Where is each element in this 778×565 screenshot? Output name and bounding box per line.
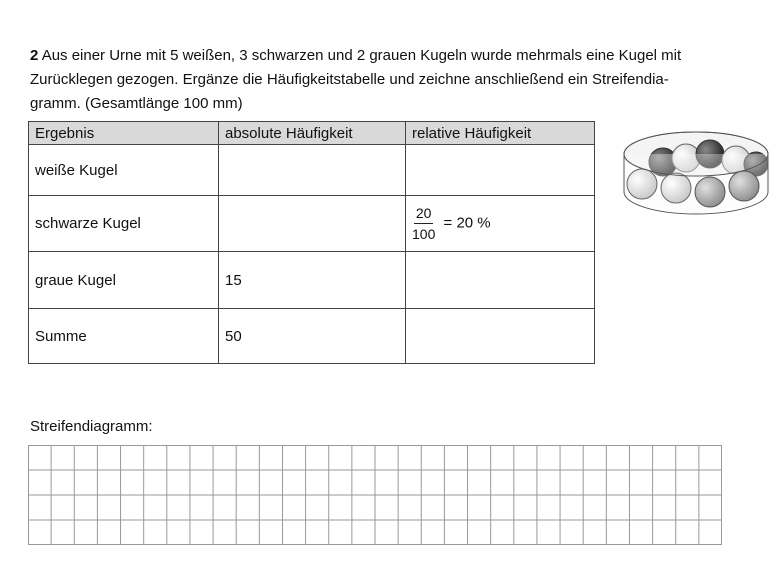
strip-diagram-label: Streifendiagramm: [30,418,153,435]
table-header-row [29,122,595,145]
cell-absolute[interactable] [219,145,406,196]
cell-relative [406,196,595,252]
cell-absolute[interactable] [219,196,406,252]
cell-ergebnis: Summe [29,309,219,364]
ball-grey [729,171,759,201]
cell-ergebnis: weiße Kugel [29,145,219,196]
task-number: 2 [30,47,39,64]
header-ergebnis: Ergebnis [29,122,219,145]
header-relative: relative Häufigkeit [406,122,595,145]
ball-white [627,169,657,199]
fraction [412,205,435,242]
cell-ergebnis: schwarze Kugel [29,196,219,252]
cell-relative[interactable] [406,309,595,364]
ball-white [661,173,691,203]
percent-value: = 20 % [443,214,491,232]
strip-diagram-grid[interactable] [28,445,722,545]
fraction-denominator: 100 [412,226,436,242]
task-line-3: gramm. (Gesamtlänge 100 mm) [30,95,243,112]
fraction-numerator: 20 [414,205,434,224]
cell-absolute: 50 [219,309,406,364]
ball-grey [695,177,725,207]
cell-relative[interactable] [406,145,595,196]
table-row [29,309,595,364]
cell-ergebnis: graue Kugel [29,252,219,309]
table-row [29,145,595,196]
task-line-2: Zurücklegen gezogen. Ergänze die Häufigkeitstabelle und zeichne anschließend ein Streifendia- [30,71,669,88]
cell-absolute: 15 [219,252,406,309]
table-row [29,196,595,252]
urn-illustration [618,124,774,220]
task-text [30,44,748,116]
task-line-1: Aus einer Urne mit 5 weißen, 3 schwarzen und 2 grauen Kugeln wurde mehrmals eine Kugel mit [41,47,682,64]
header-absolute: absolute Häufigkeit [219,122,406,145]
frequency-table [28,121,595,364]
table-row [29,252,595,309]
cell-relative[interactable] [406,252,595,309]
